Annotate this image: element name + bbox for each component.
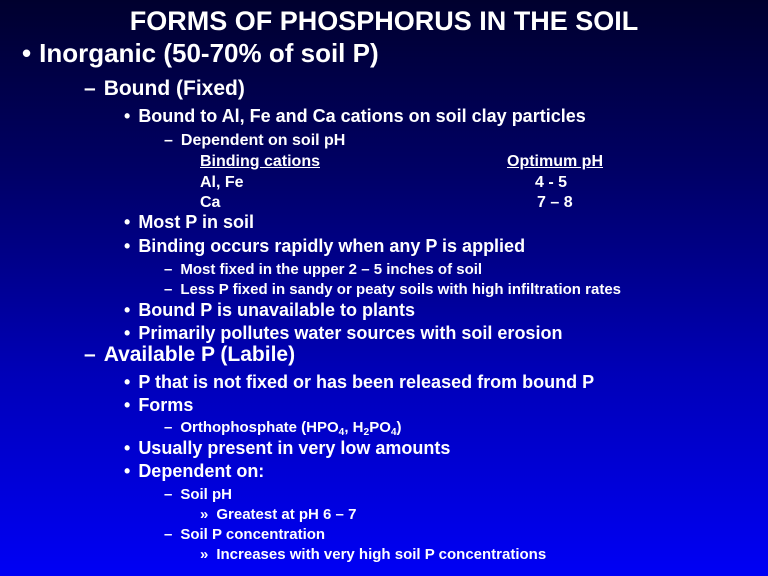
dash-marker: –	[164, 132, 173, 149]
bound-bullet-2	[124, 212, 254, 233]
bound-heading	[84, 77, 245, 101]
optimum-ph-header: Optimum pH	[507, 153, 603, 170]
available-bullet-2-text: Forms	[138, 395, 194, 415]
dash-marker: –	[164, 526, 173, 543]
bound-bullet-3-text: Binding occurs rapidly when any P is applied	[138, 236, 526, 256]
bound-sub-item-text: Dependent on soil pH	[180, 132, 346, 149]
available-bullet-4	[124, 461, 264, 482]
ph-cell: 4 - 5	[535, 174, 568, 191]
bullet-marker: •	[22, 38, 32, 68]
bullet-marker: •	[124, 395, 131, 415]
bound-sub-item	[164, 132, 345, 150]
bullet-marker: •	[124, 236, 131, 256]
dependency-detail	[200, 506, 356, 523]
dependency-item	[164, 486, 232, 503]
raquo-marker: »	[200, 506, 209, 523]
bullet-marker: •	[124, 461, 131, 481]
available-heading-text: Available P (Labile)	[103, 343, 296, 366]
bound-sub-item	[164, 261, 482, 278]
dash-marker: –	[84, 343, 96, 366]
cation-cell: Ca	[200, 194, 221, 211]
dash-marker: –	[164, 419, 173, 436]
bullet-marker: •	[124, 106, 131, 126]
dependency-text: Soil pH	[180, 486, 233, 503]
available-heading	[84, 343, 295, 367]
ph-cell: 7 – 8	[537, 194, 573, 211]
bound-heading-text: Bound (Fixed)	[103, 77, 245, 100]
inorganic-item	[22, 38, 379, 69]
dependency-detail-text: Increases with very high soil P concentrations	[216, 546, 547, 563]
bullet-marker: •	[124, 438, 131, 458]
bound-bullet-2-text: Most P in soil	[138, 212, 254, 232]
available-bullet-4-text: Dependent on:	[138, 461, 265, 481]
bound-sub-item-text: Most fixed in the upper 2 – 5 inches of soil	[180, 261, 483, 278]
dependency-text: Soil P concentration	[180, 526, 326, 543]
dependency-detail-text: Greatest at pH 6 – 7	[216, 506, 357, 523]
bound-bullet-3	[124, 236, 525, 257]
slide-title: FORMS OF PHOSPHORUS IN THE SOIL	[129, 6, 639, 36]
dash-marker: –	[84, 77, 96, 100]
raquo-marker: »	[200, 546, 209, 563]
bound-bullet-5-text: Primarily pollutes water sources with soil erosion	[138, 323, 563, 343]
forms-sub-item	[164, 419, 402, 439]
bound-sub-item	[164, 281, 621, 298]
bound-bullet-1	[124, 106, 586, 127]
binding-cations-header: Binding cations	[200, 153, 320, 170]
bound-sub-item-text: Less P fixed in sandy or peaty soils with high infiltration rates	[180, 281, 621, 298]
dash-marker: –	[164, 261, 173, 278]
bullet-marker: •	[124, 300, 131, 320]
available-bullet-1	[124, 372, 594, 393]
available-bullet-3	[124, 438, 450, 459]
dependency-item	[164, 526, 325, 543]
bullet-marker: •	[124, 372, 131, 392]
bound-bullet-4	[124, 300, 415, 321]
bound-bullet-4-text: Bound P is unavailable to plants	[138, 300, 416, 320]
available-bullet-1-text: P that is not fixed or has been released from bound P	[138, 372, 595, 392]
dependency-detail	[200, 546, 546, 563]
bullet-marker: •	[124, 212, 131, 232]
bullet-marker: •	[124, 323, 131, 343]
available-bullet-2	[124, 395, 193, 416]
dash-marker: –	[164, 486, 173, 503]
available-bullet-3-text: Usually present in very low amounts	[138, 438, 451, 458]
bound-bullet-1-text: Bound to Al, Fe and Ca cations on soil clay particles	[138, 106, 586, 126]
dash-marker: –	[164, 281, 173, 298]
inorganic-text: Inorganic (50-70% of soil P)	[39, 38, 379, 68]
bound-bullet-5	[124, 323, 562, 344]
cation-cell: Al, Fe	[200, 174, 244, 191]
orthophosphate-formula: Orthophosphate ($HPO_4$, $H_2PO_4$)	[180, 419, 402, 439]
